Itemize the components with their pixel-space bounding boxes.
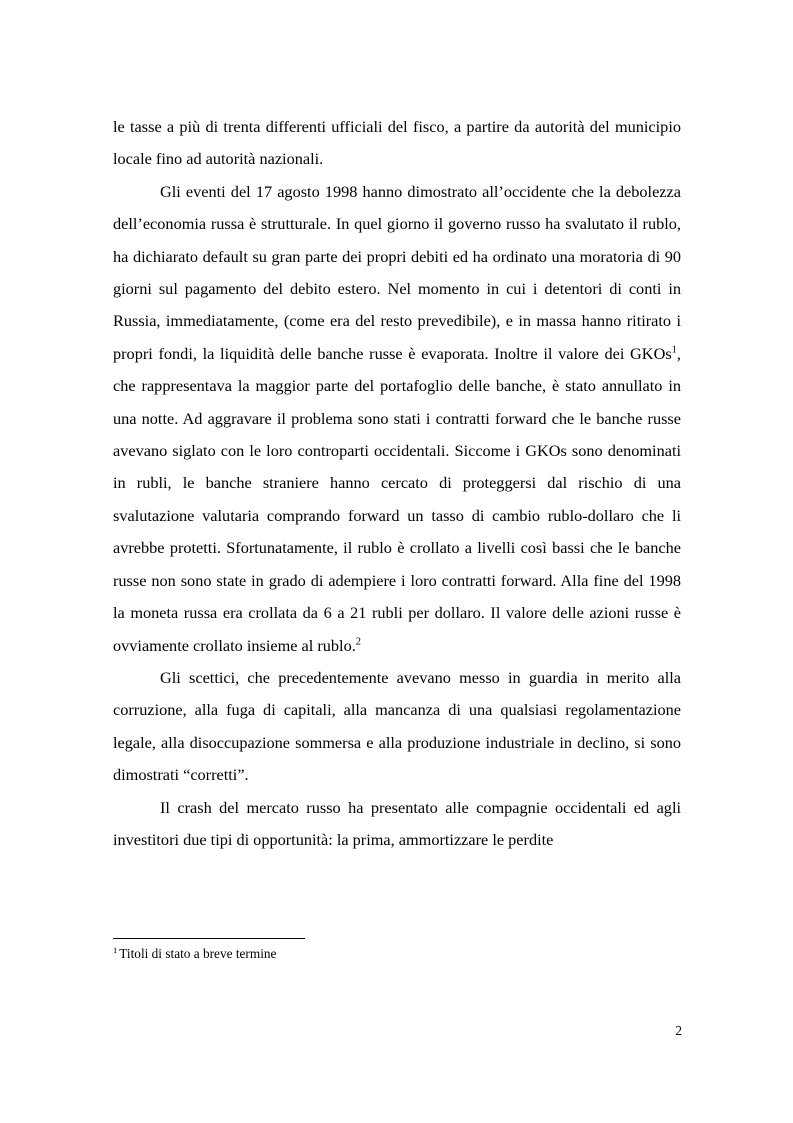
page-number: 2 [675,1023,682,1038]
paragraph-2-part-b: , che rappresentava la maggior parte del portafoglio delle banche, è stato annullato in una notte. Ad aggravare il problema sono stati i contratti forward che le banche russe avevano siglato con le loro controparti occidentali. Siccome i GKOs sono denominati in rubli, le banche straniere hanno cercato di proteggersi dal rischio di una svalutazione valutaria comprando forward un tasso di cambio rublo-dollaro che li avrebbe protetti. Sfortunatamente, il rublo è crollato a livelli così bassi che le banche russe non sono state in grado di adempiere i loro contratti forward. Alla fine del 1998 la moneta russa era crollata da 6 a 21 rubli per dollaro. Il valore delle azioni russe è ovviamente crollato insieme al rublo. [113,343,681,655]
footnote-1-mark: 1 [113,944,118,955]
footnote-ref-1: 1 [671,344,677,356]
body-text [113,111,681,856]
paragraph-1: le tasse a più di trenta differenti ufficiali del fisco, a partire da autorità del municipio locale fino ad autorità nazionali. [113,117,681,169]
paragraph-2-part-a: Gli eventi del 17 agosto 1998 hanno dimostrato all’occidente che la debolezza dell’economia russa è strutturale. In quel giorno il governo russo ha svalutato il rublo, ha dichiarato default su gran parte dei propri debiti ed ha ordinato una moratoria di 90 giorni sul pagamento del debito estero. Nel momento in cui i detentori di conti in Russia, immediatamente, (come era del resto prevedibile), e in massa hanno ritirato i propri fondi, la liquidità delle banche russe è evaporata. Inoltre il valore dei GKOs [113,181,681,363]
footnote-ref-2: 2 [355,636,362,648]
paragraph-2 [113,176,681,662]
footnote-1-text: Titoli di stato a breve termine [119,946,277,961]
footnote-1 [113,945,513,963]
footnote-separator [113,938,305,939]
paragraph-4: Il crash del mercato russo ha presentato alle compagnie occidentali ed agli investitori due tipi di opportunità: la prima, ammortizzare le perdite [113,797,681,849]
paragraph-3: Gli scettici, che precedentemente avevano messo in guardia in merito alla corruzione, alla fuga di capitali, alla mancanza di una qualsiasi regolamentazione legale, alla disoccupazione sommersa e alla produzione industriale in declino, si sono dimostrati “corretti”. [113,667,681,785]
